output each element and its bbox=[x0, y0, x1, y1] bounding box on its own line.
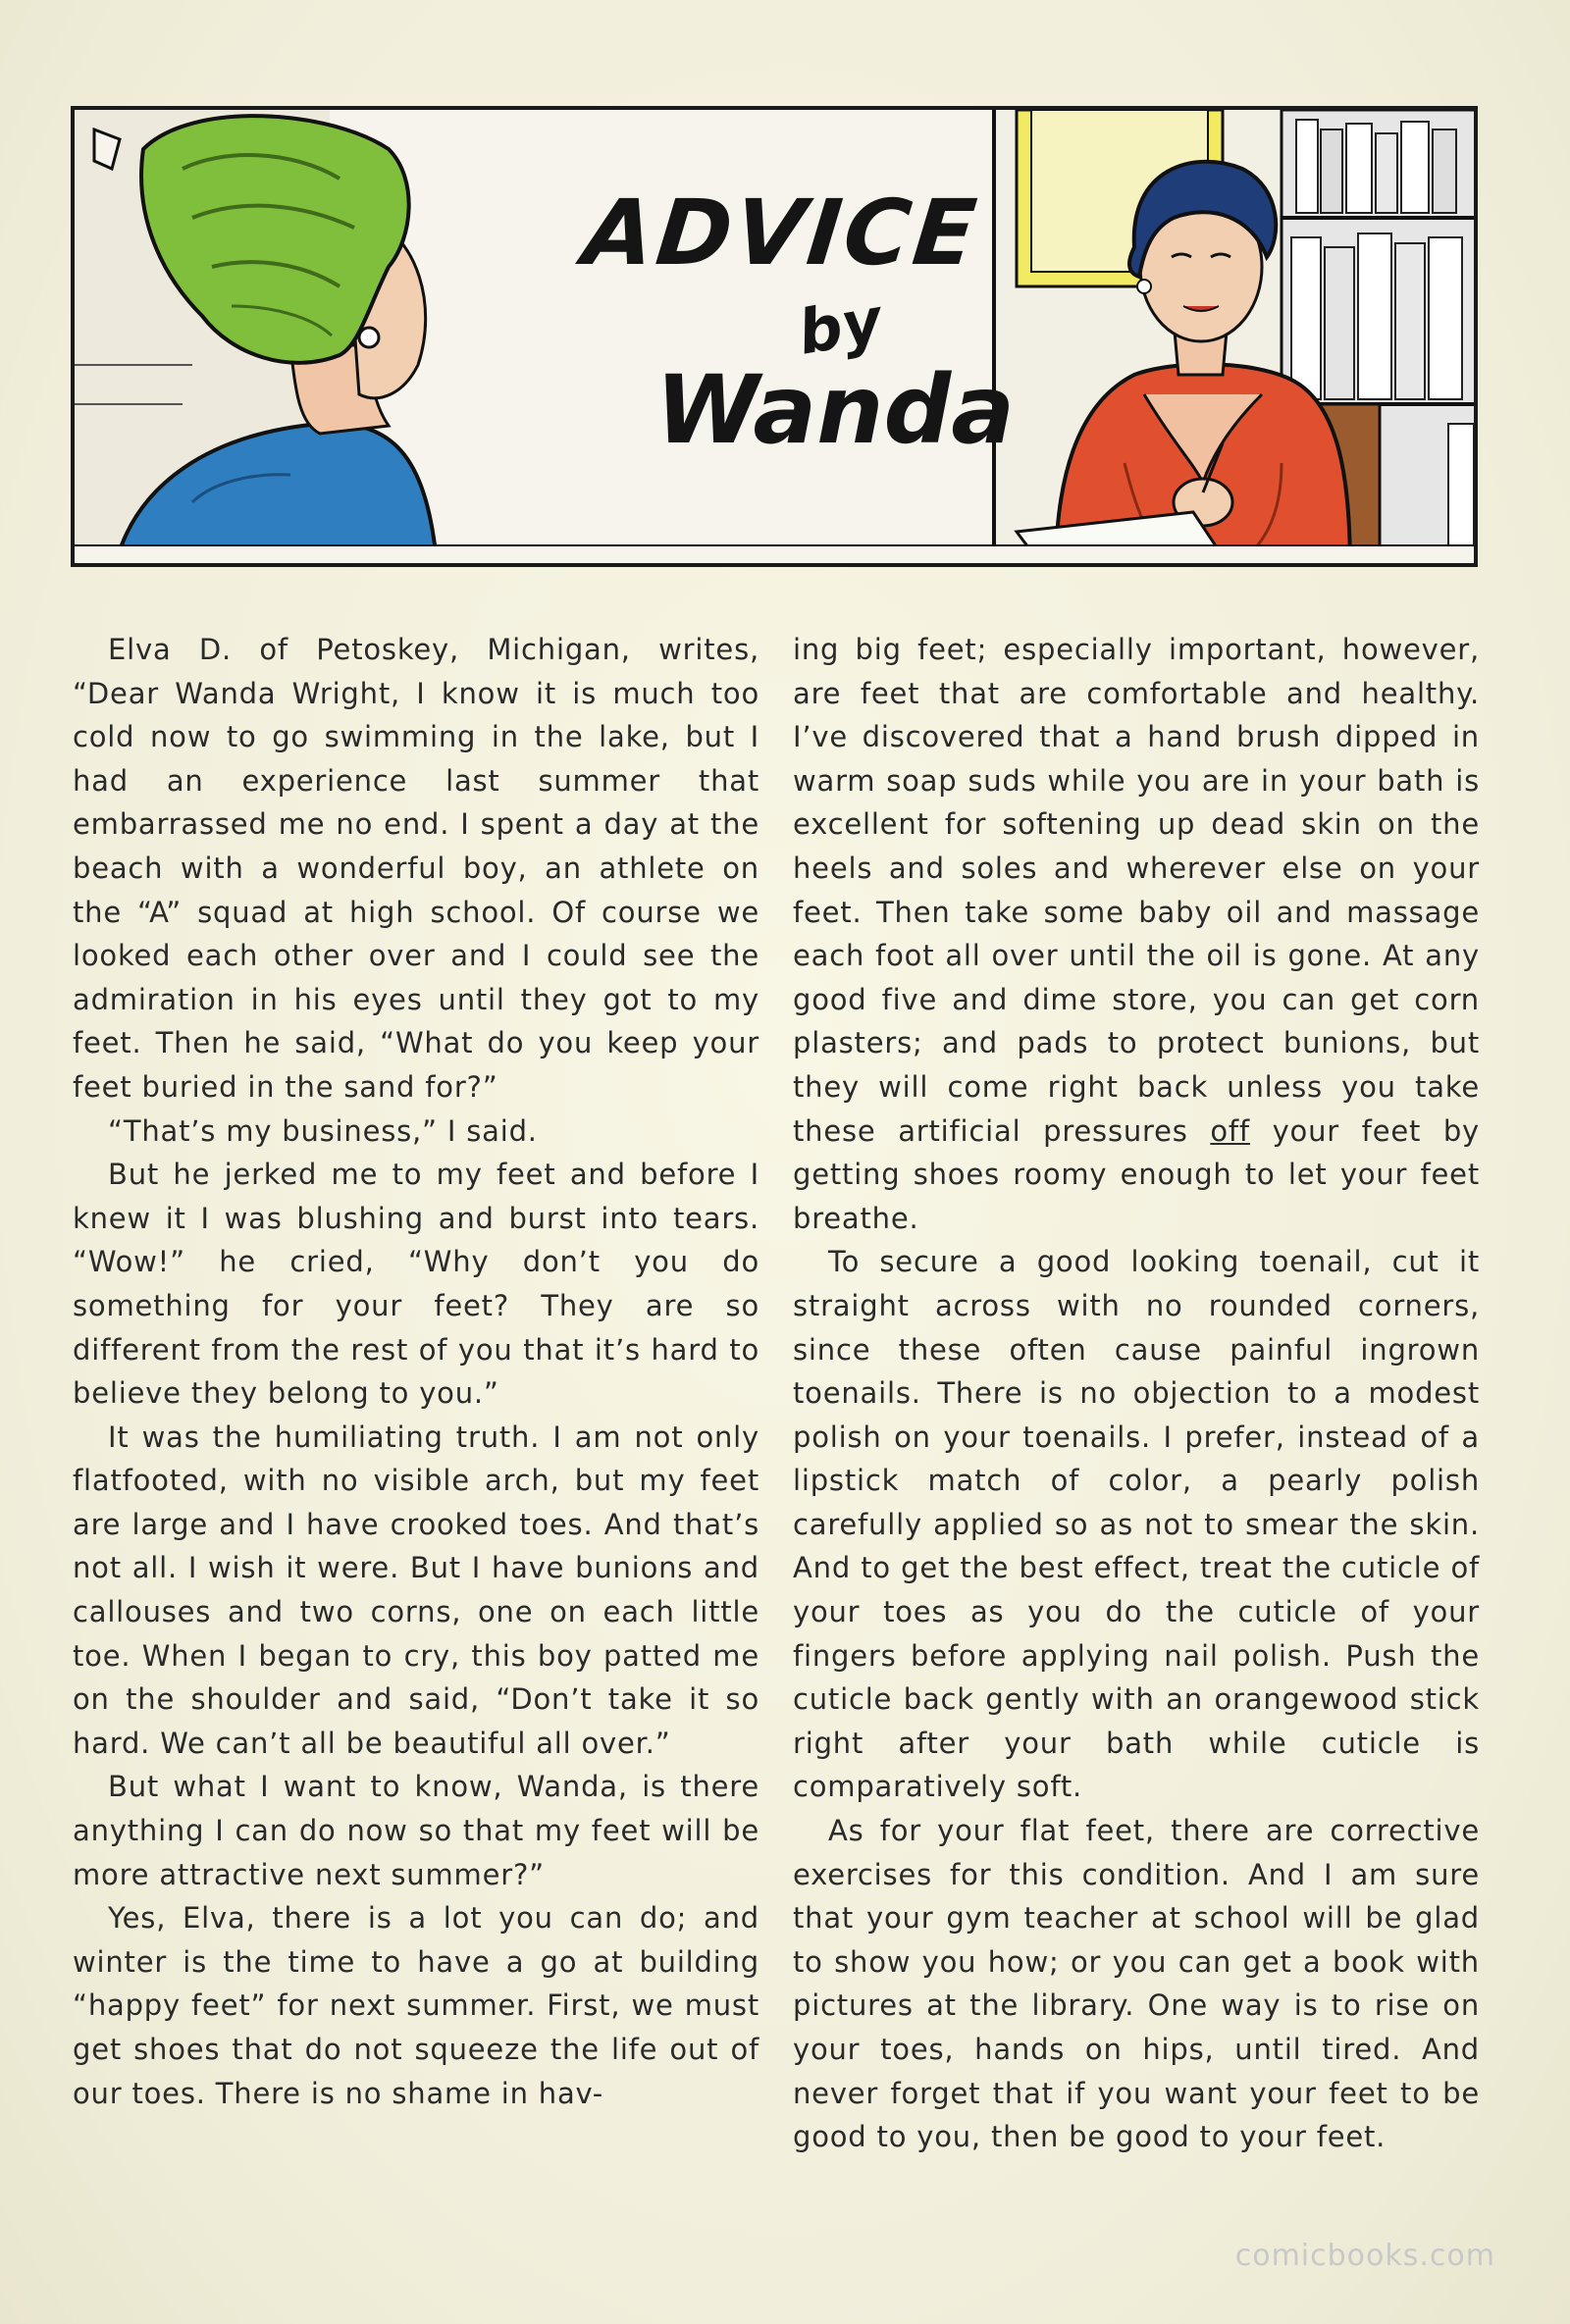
header-panel bbox=[71, 106, 1478, 567]
paragraph: But what I want to know, Wanda, is there anything I can do now so that my feet will be more attractive next summer?” bbox=[73, 1770, 759, 1891]
paragraph: But he jerked me to my feet and before I knew it I was blushing and burst into tears. “Wow!” he cried, “Why don’t you do something for your feet? They are so different from the rest of you that it’s hard to believe they belong to you.” bbox=[73, 1158, 759, 1411]
paragraph-continued bbox=[793, 628, 1480, 1240]
paragraph: To secure a good looking toenail, cut it straight across with no rounded corners, since these often cause painful ingrown toenails. There is no objection to a modest polish on your toenails. I prefer, instead of a lipstick match of color, a pearly polish carefully applied so as not to smear the skin. And to get the best effect, treat the cuticle of your toes as you do the cuticle of your fingers before applying nail polish. Push the cuticle back gently with an orangewood stick right after your bath while cuticle is comparatively soft. bbox=[793, 1245, 1480, 1804]
paragraph: Elva D. of Petoskey, Michigan, writes, “Dear Wanda Wright, I know it is much too cold now to go swimming in the lake, but I had an experience last summer that embarrassed me no end. I spent a day at the beach with a wonderful boy, an athlete on the “A” squad at high school. Of course we looked each other over and I could see the admiration in his eyes until they got to my feet. Then he said, “What do you keep your feet buried in the sand for?” bbox=[73, 633, 759, 1104]
article-column-right bbox=[793, 628, 1480, 2159]
article-column-left bbox=[73, 628, 759, 2115]
paragraph: Yes, Elva, there is a lot you can do; and winter is the time to have a go at building “happy feet” for next summer. First, we must get shoes that do not squeeze the life out of our toes. There is no shame in hav- bbox=[73, 1901, 759, 2110]
title-wanda: Wanda bbox=[655, 355, 1015, 465]
emphasis-text: off bbox=[1210, 1113, 1250, 1148]
paragraph-text: ing big feet; especially important, however, are feet that are comfortable and healthy. I’ve discovered that a hand brush dipped in warm soap suds while you are in your bath is excellent for softening up dead skin on the heels and soles and wherever else on your feet. Then take some baby oil and massage each foot all over until the oil is gone. At any good five and dime store, you can get corn plasters; and pads to protect bunions, but they will come right back unless you take these artificial pressures bbox=[793, 633, 1480, 1148]
title-advice: ADVICE bbox=[578, 181, 984, 285]
paragraph: It was the humiliating truth. I am not only flatfooted, with no visible arch, but my feet are large and I have crooked toes. And that’s not all. I wish it were. But I have bunions and callouses and two corns, one on each little toe. When I began to cry, this boy patted me on the shoulder and said, “Don’t take it so hard. We can’t all be beautiful all over.” bbox=[73, 1420, 759, 1760]
title-by: by bbox=[792, 284, 887, 369]
paragraph: “That’s my business,” I said. bbox=[108, 1113, 538, 1148]
watermark: comicbooks.com bbox=[1234, 2239, 1495, 2273]
feature-title bbox=[536, 181, 1026, 465]
paragraph-text: your feet by getting shoes roomy enough to let your feet breathe. bbox=[793, 1113, 1480, 1235]
paragraph: As for your flat feet, there are corrective exercises for this condition. And I am sure that your gym teacher at school will be glad to show you how; or you can get a book with pictures at the library. One way is to rise on your toes, hands on hips, until tired. And never forget that if you want your feet to be good to you, then be good to your feet. bbox=[793, 1814, 1480, 2154]
article-body bbox=[73, 628, 1486, 2178]
